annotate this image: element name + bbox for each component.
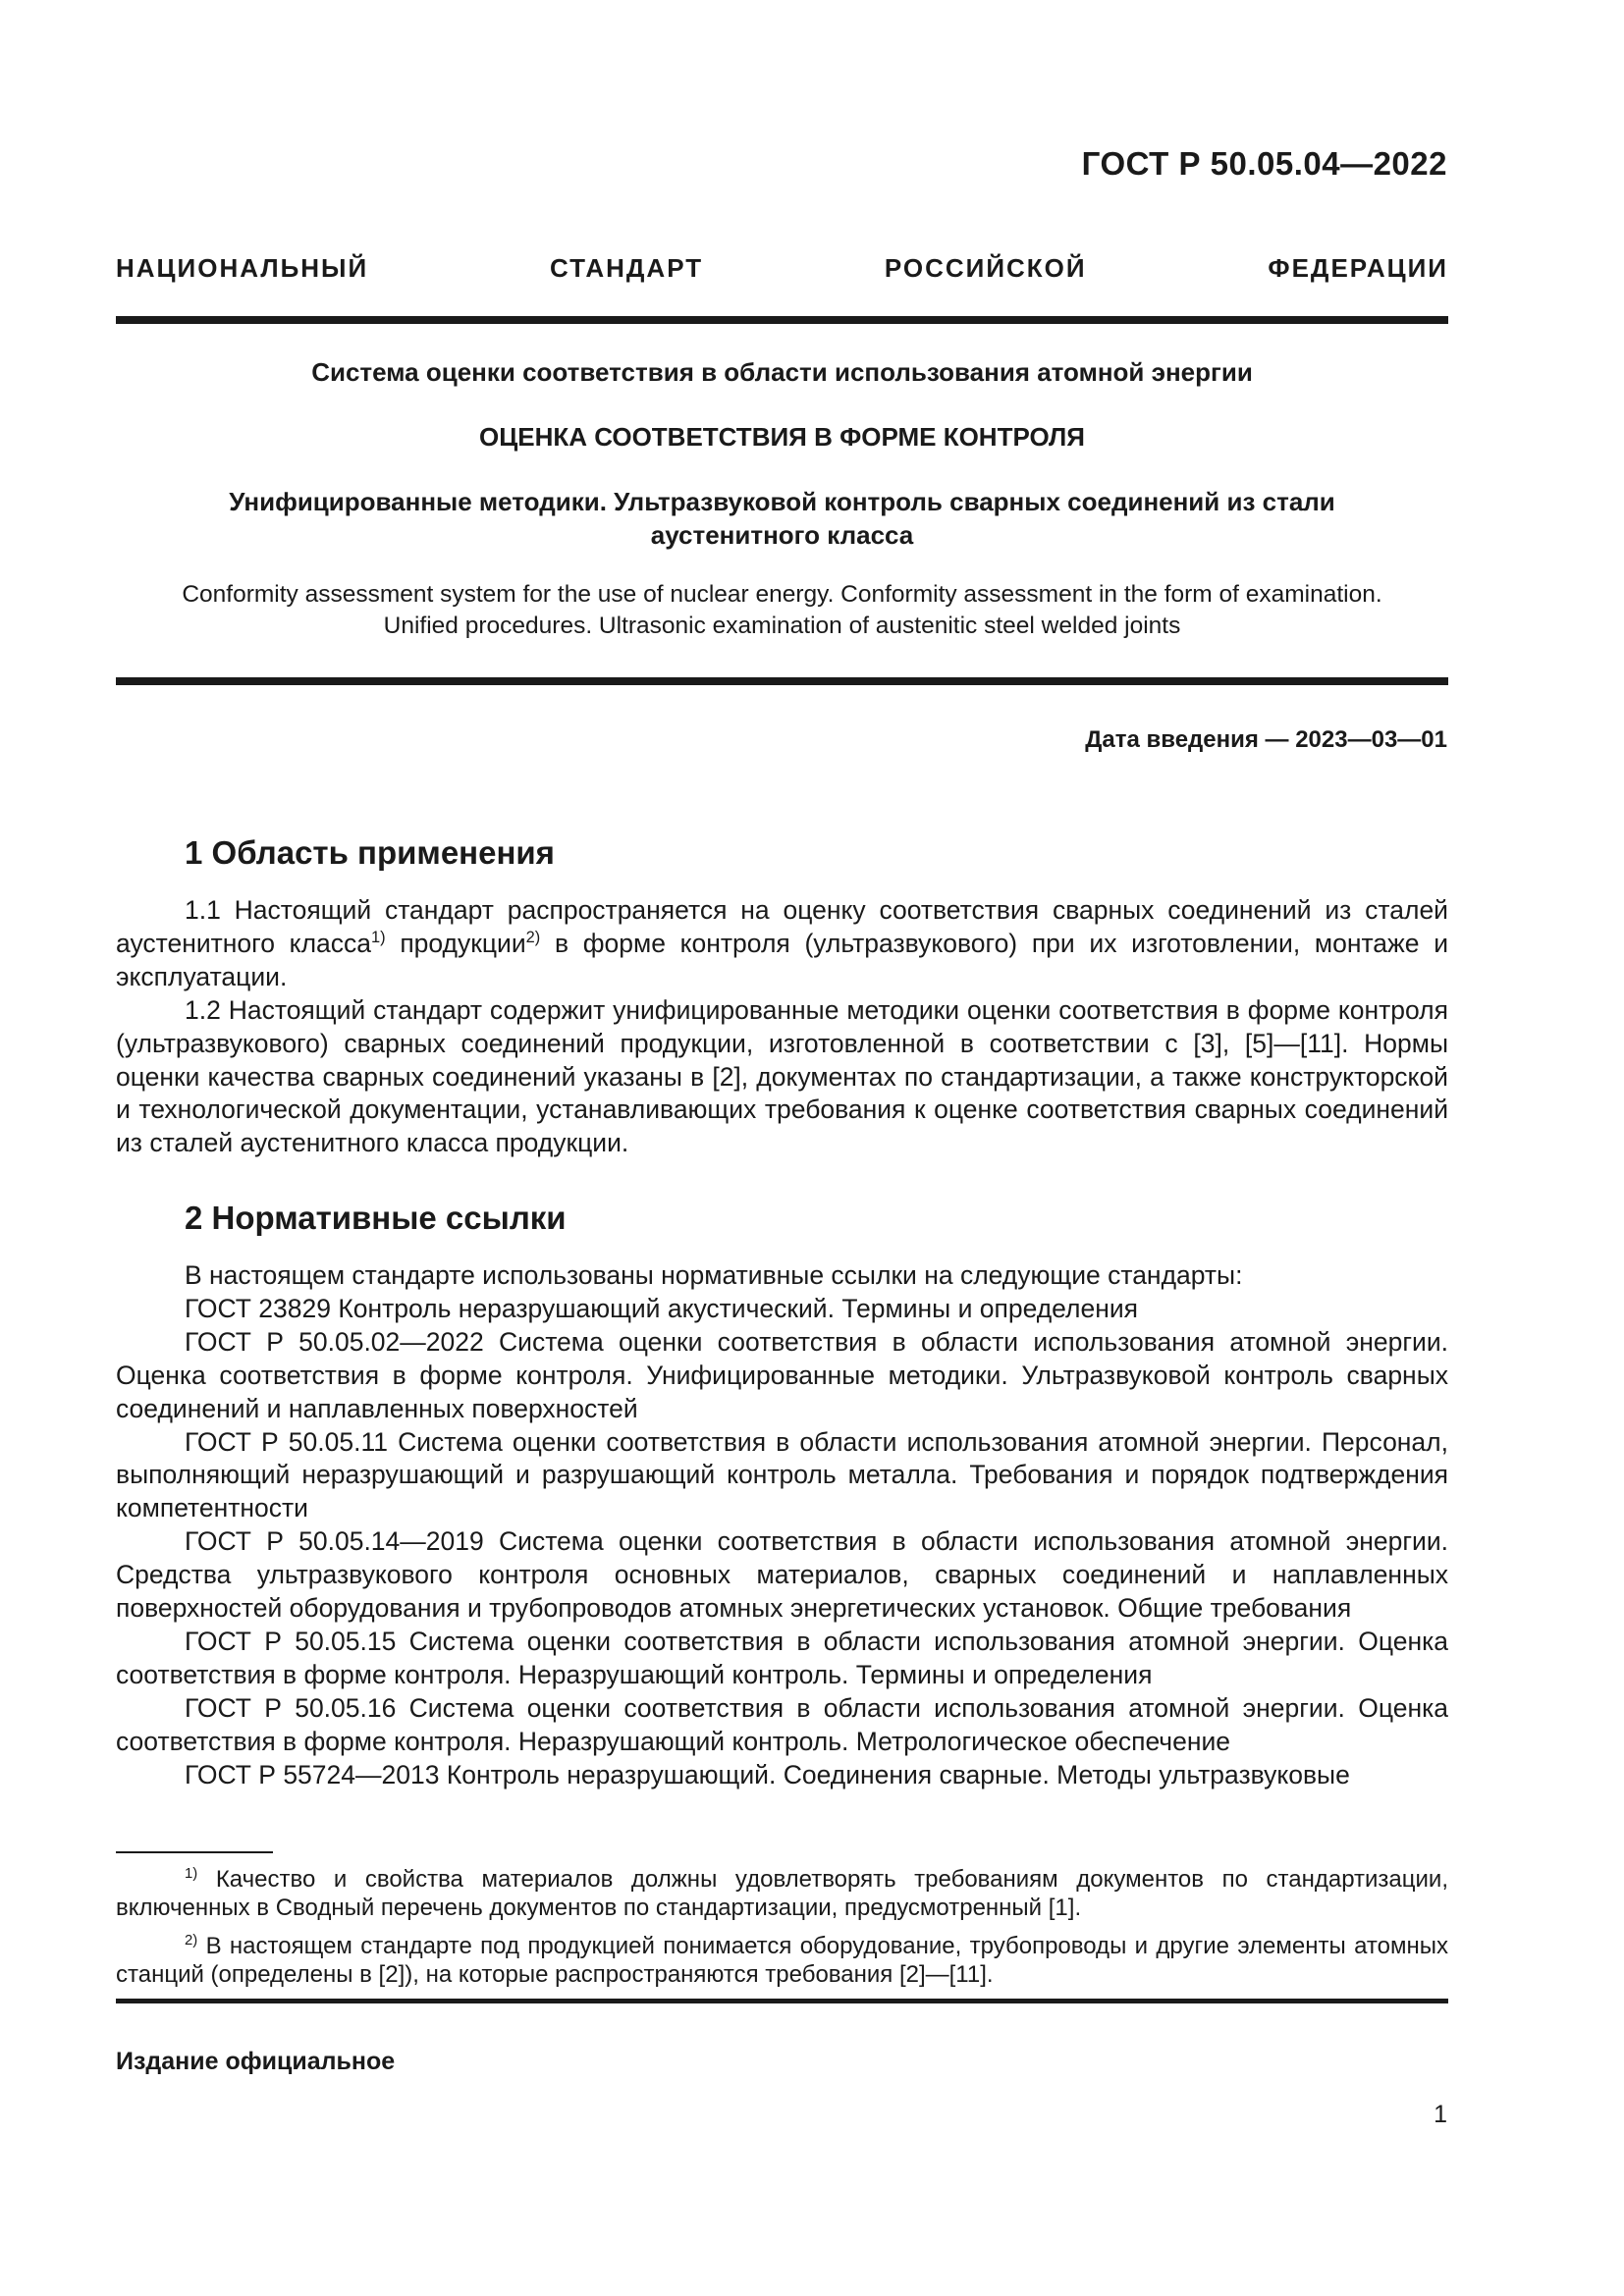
reference-item: ГОСТ Р 50.05.16 Система оценки соответствия в области использования атомной энергии. Оценка соответствия в форме контроля. Неразрушающий контроль. Метрологическое обеспечение [116,1692,1448,1756]
reference-item: ГОСТ Р 50.05.14—2019 Система оценки соответствия в области использования атомной энергии. Средства ультразвукового контроля основных материалов, сварных соединений и наплавленных поверхностей оборудования и трубопроводов атомных энергетических установок. Общие требования [116,1526,1448,1624]
subtitle-line-1: Унифицированные методики. Ультразвуковой контроль сварных соединений из стали [229,487,1335,516]
reference-item: ГОСТ Р 50.05.02—2022 Система оценки соответствия в области использования атомной энергии. Оценка соответствия в форме контроля. Унифицированные методики. Ультразвуковой контроль сварных соединений и наплавленных поверхностей [116,1326,1448,1423]
subtitle [116,485,1448,552]
footnote-ref-1: 1) [371,929,386,947]
gost-code: ГОСТ Р 50.05.04—2022 [1081,145,1447,182]
introduction-date: Дата введения — 2023—03—01 [1085,726,1447,753]
system-title: Система оценки соответствия в области использования атомной энергии [311,357,1253,387]
top-rule [116,316,1448,324]
section-1-body [116,894,1448,1160]
title-bottom-rule [116,677,1448,685]
section-1-title: 1 Область применения [185,834,555,871]
section-2-title: 2 Нормативные ссылки [185,1200,567,1236]
english-title-line-2: Unified procedures. Ultrasonic examination of austenitic steel welded joints [383,613,1181,639]
national-standard-heading: НАЦИОНАЛЬНЫЙ СТАНДАРТ РОССИЙСКОЙ ФЕДЕРАЦИИ [116,253,1448,283]
footnote-2: $^{2)}$ В настоящем стандарте под продукцией понимается оборудование, трубопроводы и другие элементы атомных станций (определены в [2]), на которые распространяются требования [2]—[11]. [116,1933,1448,1988]
footnote-ref-2: 2) [525,929,541,947]
official-edition-label: Издание официальное [116,2048,396,2075]
footnote-separator [116,1851,273,1853]
page-number: 1 [1434,2101,1447,2128]
subtitle-line-2: аустенитного класса [650,520,914,550]
references-intro: В настоящем стандарте использованы нормативные ссылки на следующие стандарты: [185,1260,1243,1290]
footnote-1: $^{1)}$ Качество и свойства материалов должны удовлетворять требованиям документов по стандартизации, включенных в Сводный перечень документов по стандартизации, предусмотренный [1]. [116,1866,1448,1921]
english-title-line-1: Conformity assessment system for the use of nuclear energy. Conformity assessment in the form of examination. [182,581,1382,608]
footnotes [116,1865,1448,1999]
paragraph-1-1: 1.1 Настоящий стандарт распространяется на оценку соответствия сварных соединений из сталей аустенитного класса$^{1)}$ продукции$^{2)}$ в форме контроля (ультразвукового) при их изготовлении, монтаже и эксплуатации. [116,895,1448,991]
section-2-body [116,1259,1448,1792]
footer-rule [116,1999,1448,2003]
english-title [116,579,1448,642]
reference-item: ГОСТ Р 50.05.15 Система оценки соответствия в области использования атомной энергии. Оценка соответствия в форме контроля. Неразрушающий контроль. Термины и определения [116,1626,1448,1689]
main-title: ОЦЕНКА СООТВЕТСТВИЯ В ФОРМЕ КОНТРОЛЯ [479,422,1085,452]
paragraph-1-2: 1.2 Настоящий стандарт содержит унифицированные методики оценки соответствия в форме контроля (ультразвукового) сварных соединений продукции, изготовленной в соответствии с [3], [5]—[11]. Нормы оценки качества сварных соединений указаны в [2], документах по стандартизации, а также конструкторской и технологической документации, устанавливающих требования к оценке соответствия сварных соединений из сталей аустенитного класса продукции. [116,994,1448,1158]
reference-item: ГОСТ 23829 Контроль неразрушающий акустический. Термины и определения [185,1293,1139,1323]
reference-item: ГОСТ Р 55724—2013 Контроль неразрушающий. Соединения сварные. Методы ультразвуковые [185,1759,1350,1789]
reference-item: ГОСТ Р 50.05.11 Система оценки соответствия в области использования атомной энергии. Персонал, выполняющий неразрушающий и разрушающий контроль металла. Требования и порядок подтверждения компетентности [116,1426,1448,1523]
